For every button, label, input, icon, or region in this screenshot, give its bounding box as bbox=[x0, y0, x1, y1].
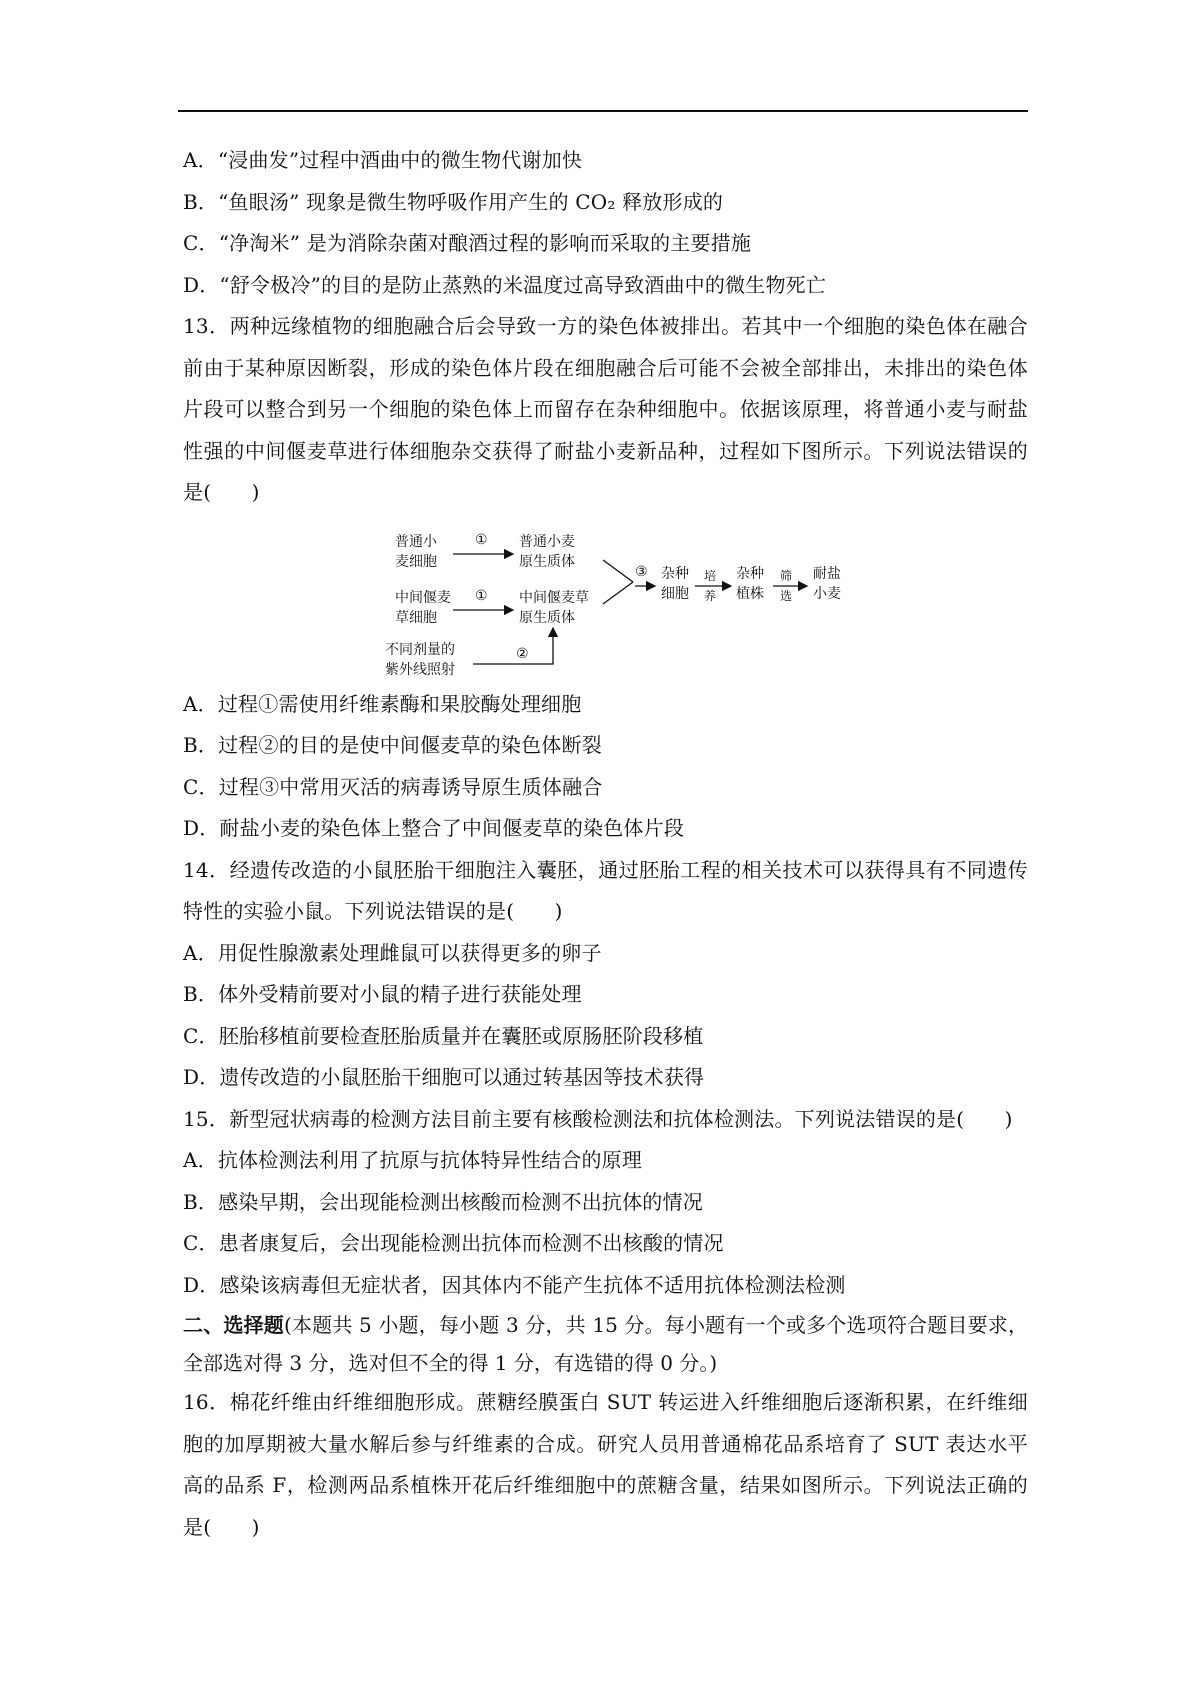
q12-option-a: A．“浸曲发”过程中酒曲中的微生物代谢加快 bbox=[183, 148, 583, 172]
q14-option-b: B．体外受精前要对小鼠的精子进行获能处理 bbox=[183, 982, 582, 1006]
grass-protoplast-label-2: 原生质体 bbox=[519, 609, 575, 626]
q13-process-diagram bbox=[183, 514, 1028, 684]
q13-option-a: A．过程①需使用纤维素酶和果胶酶处理细胞 bbox=[183, 691, 582, 716]
arrow-uv-to-protoplast bbox=[473, 628, 553, 664]
q15-option-c: C．患者康复后，会出现能检测出抗体而检测不出核酸的情况 bbox=[183, 1231, 724, 1255]
q13-stem: 13．两种远缘植物的细胞融合后会导致一方的染色体被排出。若其中一个细胞的染色体在融合前由于某种原因断裂，形成的染色体片段在细胞融合后可能不会被全部排出，未排出的染色体片段可以整合到另一个细胞的染色体上而留存在杂种细胞中。依据该原理，将普通小麦与耐盐性强的中间偃麦草进行体细胞杂交获得了耐盐小麦新品种，过程如下图所示。下列说法错误的是( ) bbox=[183, 314, 1028, 504]
page-content bbox=[183, 140, 1028, 1548]
q14-option-d: D．遗传改造的小鼠胚胎干细胞可以通过转基因等技术获得 bbox=[183, 1065, 705, 1089]
grass-cell-label-1: 中间偃麦 bbox=[395, 589, 451, 606]
q14-option-a: A．用促性腺激素处理雌鼠可以获得更多的卵子 bbox=[183, 940, 602, 965]
flow-diagram-svg bbox=[183, 514, 1028, 684]
q13-option-d: D．耐盐小麦的染色体上整合了中间偃麦草的染色体片段 bbox=[183, 816, 685, 840]
grass-cell-label-2: 草细胞 bbox=[395, 609, 437, 626]
step3-label: ③ bbox=[635, 563, 648, 580]
header-rule bbox=[178, 110, 1028, 112]
q15-option-b: B．感染早期，会出现能检测出核酸而检测不出抗体的情况 bbox=[183, 1189, 703, 1214]
q13-option-b: B．过程②的目的是使中间偃麦草的染色体断裂 bbox=[183, 733, 602, 757]
step2-label: ② bbox=[516, 645, 529, 662]
culture-label-1: 培 bbox=[704, 568, 717, 583]
screen-label-1: 筛 bbox=[780, 568, 793, 583]
fusion-line-top bbox=[603, 560, 633, 582]
step1-top-label: ① bbox=[475, 531, 488, 548]
q16-stem: 16．棉花纤维由纤维细胞形成。蔗糖经膜蛋白 SUT 转运进入纤维细胞后逐渐积累，在纤维细胞的加厚期被大量水解后参与纤维素的合成。研究人员用普通棉花品系培育了 SUT 表达水平高的品系 F，检测两品系植株开花后纤维细胞中的蔗糖含量，结果如图所示。下列说法正确的是( ) bbox=[183, 1390, 1028, 1539]
section2-instructions: (本题共 5 小题，每小题 3 分，共 15 分。每小题有一个或多个选项符合题目要求，全部选对得 3 分，选对但不全的得 1 分，有选错的得 0 分。) bbox=[183, 1313, 1028, 1375]
fusion-line-bottom bbox=[603, 582, 633, 604]
wheat-cell-label-1: 普通小 bbox=[395, 533, 437, 550]
section2-heading: 二、选择题 bbox=[183, 1313, 284, 1337]
wheat-cell-label-2: 麦细胞 bbox=[395, 553, 437, 570]
wheat-protoplast-label-2: 原生质体 bbox=[519, 553, 575, 570]
result-label-2: 小麦 bbox=[813, 585, 841, 602]
result-label-1: 耐盐 bbox=[813, 565, 841, 582]
culture-label-2: 养 bbox=[704, 588, 717, 603]
screen-label-2: 选 bbox=[780, 588, 793, 603]
q12-option-d: D．“舒令极冷”的目的是防止蒸熟的米温度过高导致酒曲中的微生物死亡 bbox=[183, 272, 827, 297]
step1-bottom-label: ① bbox=[475, 587, 488, 604]
hybrid-plant-label-2: 植株 bbox=[736, 585, 764, 602]
hybrid-cell-label-2: 细胞 bbox=[661, 585, 689, 602]
q15-option-a: A．抗体检测法利用了抗原与抗体特异性结合的原理 bbox=[183, 1148, 643, 1172]
q14-stem: 14．经遗传改造的小鼠胚胎干细胞注入囊胚，通过胚胎工程的相关技术可以获得具有不同遗传特性的实验小鼠。下列说法错误的是( ) bbox=[183, 857, 1028, 923]
q12-option-c: C．“净淘米” 是为消除杂菌对酿酒过程的影响而采取的主要措施 bbox=[183, 231, 752, 255]
q13-option-c: C．过程③中常用灭活的病毒诱导原生质体融合 bbox=[183, 774, 603, 799]
q15-option-d: D．感染该病毒但无症状者，因其体内不能产生抗体不适用抗体检测法检测 bbox=[183, 1272, 846, 1297]
q14-option-c: C．胚胎移植前要检查胚胎质量并在囊胚或原肠胚阶段移植 bbox=[183, 1023, 704, 1048]
wheat-protoplast-label-1: 普通小麦 bbox=[519, 533, 575, 550]
uv-label-2: 紫外线照射 bbox=[385, 661, 455, 678]
section2-header bbox=[183, 1306, 1028, 1382]
hybrid-cell-label-1: 杂种 bbox=[661, 565, 689, 582]
q12-option-b: B．“鱼眼汤” 现象是微生物呼吸作用产生的 CO₂ 释放形成的 bbox=[183, 189, 724, 214]
uv-label-1: 不同剂量的 bbox=[385, 641, 455, 658]
grass-protoplast-label-1: 中间偃麦草 bbox=[519, 589, 589, 606]
q15-stem: 15．新型冠状病毒的检测方法目前主要有核酸检测法和抗体检测法。下列说法错误的是( ) bbox=[183, 1106, 1013, 1131]
hybrid-plant-label-1: 杂种 bbox=[736, 565, 764, 582]
